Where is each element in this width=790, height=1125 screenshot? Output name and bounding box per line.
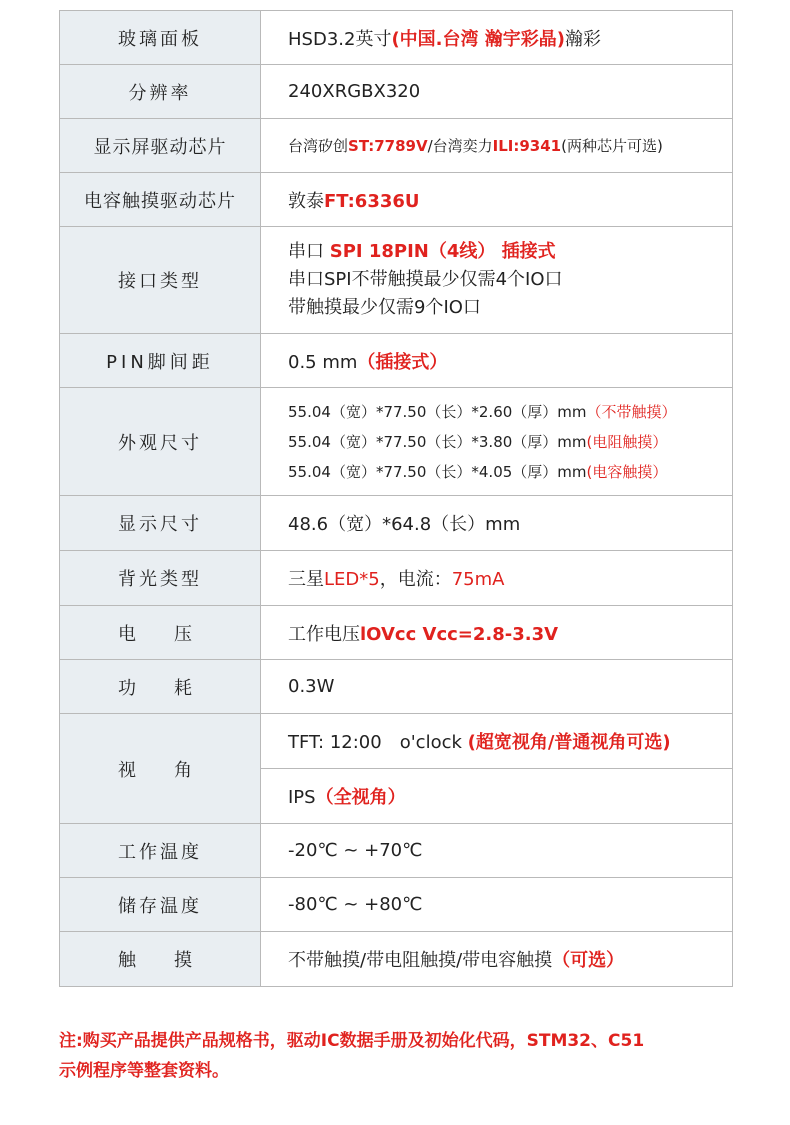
value-panel [261, 11, 733, 65]
panel-size: HSD3.2英寸 [288, 28, 392, 50]
value-voltage [261, 606, 733, 660]
value-touch [261, 932, 733, 987]
label-touch-ic: 电容触摸驱动芯片 [60, 173, 261, 227]
value-interface [261, 227, 733, 334]
row-panel [60, 11, 733, 65]
touch-chip: FT:6336U [324, 190, 420, 212]
driver-chip-2: ILI:9341 [492, 137, 562, 155]
label-driver-ic: 显示屏驱动芯片 [60, 119, 261, 173]
view-angle-ips: IPS [288, 787, 316, 808]
label-outline: 外观尺寸 [60, 388, 261, 496]
outline-line-1 [288, 397, 732, 427]
row-store-temp [60, 878, 733, 932]
value-store-temp: -80℃ ~ +80℃ [261, 878, 733, 932]
row-view-angle-1 [60, 714, 733, 769]
label-touch: 触 摸 [60, 932, 261, 987]
row-display-size [60, 496, 733, 551]
pin-pitch-type: （插接式） [357, 351, 448, 373]
label-view-angle: 视 角 [60, 714, 261, 824]
outline-line-3 [288, 457, 732, 487]
row-pin-pitch [60, 334, 733, 388]
backlight-current-label: ，电流： [379, 569, 452, 590]
label-panel: 玻璃面板 [60, 11, 261, 65]
driver-vendor-1: 台湾矽创 [288, 137, 349, 155]
row-backlight [60, 551, 733, 606]
row-outline [60, 388, 733, 496]
value-view-angle-tft [261, 714, 733, 769]
value-power: 0.3W [261, 660, 733, 714]
row-voltage [60, 606, 733, 660]
label-work-temp: 工作温度 [60, 824, 261, 878]
value-work-temp: -20℃ ~ +70℃ [261, 824, 733, 878]
value-driver-ic [261, 119, 733, 173]
row-touch [60, 932, 733, 987]
row-power [60, 660, 733, 714]
label-store-temp: 储存温度 [60, 878, 261, 932]
row-work-temp [60, 824, 733, 878]
row-touch-ic [60, 173, 733, 227]
label-voltage: 电 压 [60, 606, 261, 660]
touch-vendor: 敦泰 [288, 190, 324, 212]
pin-pitch-value: 0.5 mm [288, 351, 358, 373]
value-backlight [261, 551, 733, 606]
label-interface: 接口类型 [60, 227, 261, 334]
row-resolution [60, 65, 733, 119]
interface-spec: SPI 18PIN（4线） 插接式 [329, 241, 556, 262]
interface-line-3: 带触摸最少仅需9个IO口 [288, 297, 481, 318]
footnote [59, 1026, 739, 1086]
outline-dim-3: 55.04（宽）*77.50（长）*4.05（厚）mm [288, 462, 587, 481]
panel-origin: (中国.台湾 瀚宇彩晶) [391, 28, 566, 50]
driver-vendor-2: /台湾奕力 [427, 137, 493, 155]
label-pin-pitch: PIN脚间距 [60, 334, 261, 388]
outline-variant-1: （不带触摸） [586, 402, 677, 421]
touch-options: 不带触摸/带电阻触摸/带电容触摸 [288, 950, 553, 971]
value-pin-pitch [261, 334, 733, 388]
label-backlight: 背光类型 [60, 551, 261, 606]
voltage-label: 工作电压 [288, 623, 360, 645]
row-driver-ic [60, 119, 733, 173]
outline-dim-1: 55.04（宽）*77.50（长）*2.60（厚）mm [288, 402, 587, 421]
label-display-size: 显示尺寸 [60, 496, 261, 551]
outline-variant-2: (电阻触摸） [586, 432, 668, 451]
view-angle-tft: TFT: 12:00 o'clock [288, 732, 468, 753]
row-interface [60, 227, 733, 334]
voltage-range: lOVcc Vcc=2.8-3.3V [360, 623, 559, 645]
interface-line-1 [288, 238, 732, 266]
driver-choice-note: (两种芯片可选) [561, 137, 663, 155]
label-resolution: 分辨率 [60, 65, 261, 119]
outline-dim-2: 55.04（宽）*77.50（长）*3.80（厚）mm [288, 432, 587, 451]
footnote-line-1: 注:购买产品提供产品规格书，驱动IC数据手册及初始化代码，STM32、C51 [59, 1031, 645, 1051]
value-touch-ic [261, 173, 733, 227]
backlight-brand: 三星 [288, 569, 324, 590]
label-power: 功 耗 [60, 660, 261, 714]
interface-type: 串口 [288, 241, 330, 262]
touch-optional-note: （可选） [552, 950, 625, 971]
backlight-led: LED*5 [324, 569, 380, 590]
value-resolution: 240XRGBX320 [261, 65, 733, 119]
value-display-size: 48.6（宽）*64.8（长）mm [261, 496, 733, 551]
outline-line-2 [288, 427, 732, 457]
view-angle-ips-note: （全视角） [315, 787, 406, 808]
value-outline [261, 388, 733, 496]
driver-chip-1: ST:7789V [348, 137, 428, 155]
outline-variant-3: (电容触摸） [586, 462, 668, 481]
value-view-angle-ips [261, 769, 733, 824]
backlight-current: 75mA [451, 569, 505, 590]
spec-table [59, 10, 733, 987]
panel-brand: 瀚彩 [565, 28, 602, 50]
view-angle-tft-options: (超宽视角/普通视角可选) [467, 732, 671, 753]
footnote-line-2: 示例程序等整套资料。 [59, 1061, 229, 1081]
interface-line-2: 串口SPI不带触摸最少仅需4个IO口 [288, 269, 563, 290]
